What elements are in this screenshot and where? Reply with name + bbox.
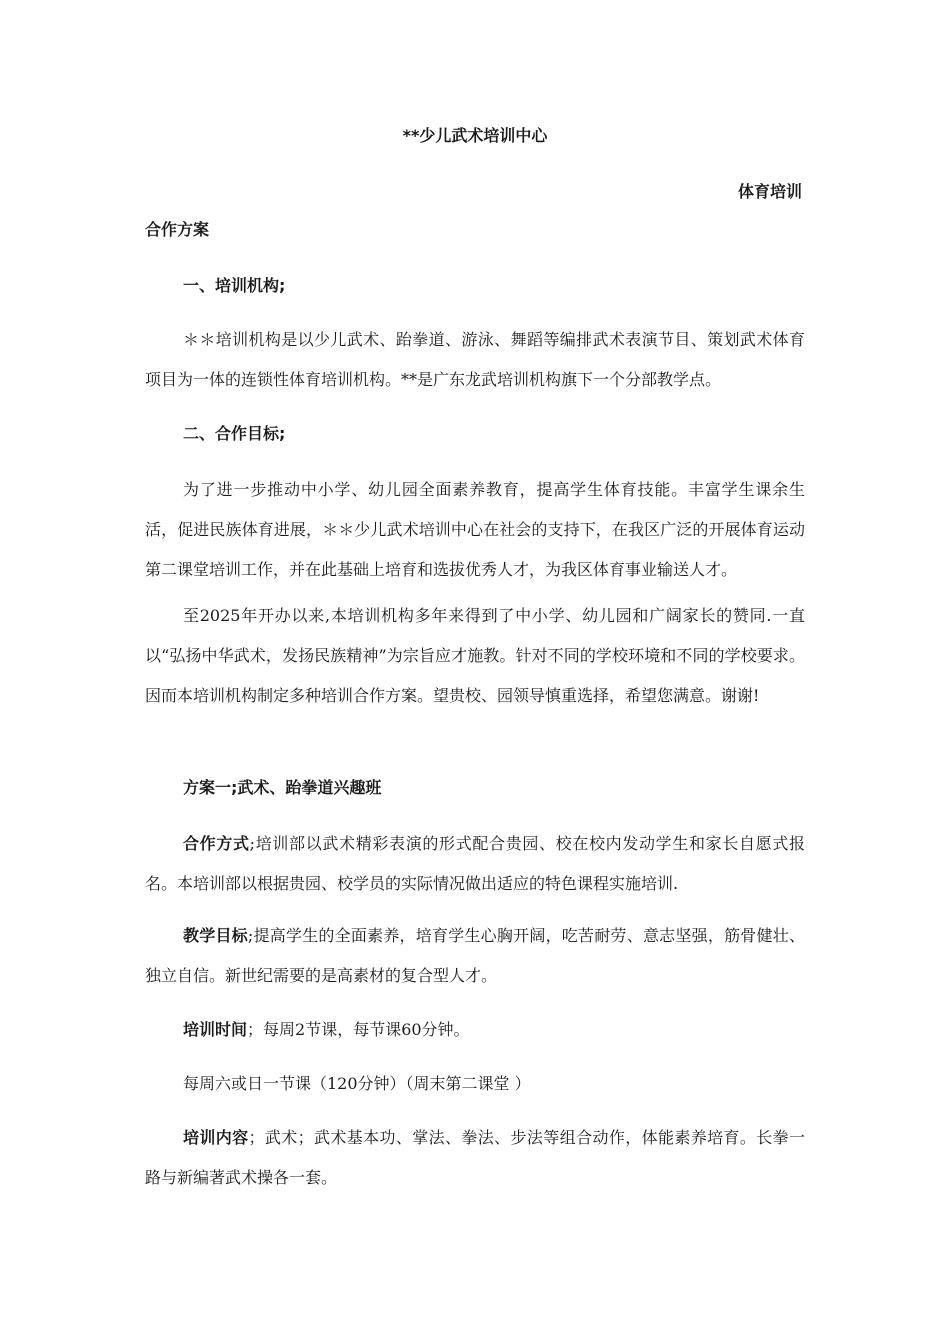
plan1-heading: 方案一;武术、跆拳道兴趣班 xyxy=(183,778,382,797)
plan1-time-extra: 每周六或日一节课（120分钟）（周末第二课堂 ） xyxy=(183,1074,531,1093)
plan1-goal-paragraph xyxy=(145,916,805,996)
plan1-goal-label: 教学目标 xyxy=(183,926,248,945)
document-title: **少儿武术培训中心 xyxy=(402,126,548,145)
section2-heading: 二、合作目标; xyxy=(183,424,286,443)
plan1-time-label: 培训时间 xyxy=(183,1020,248,1039)
section2-body1: 为了进一步推动中小学、幼儿园全面素养教育，提高学生体育技能。丰富学生课余生活，促进民族体育进展，＊＊少儿武术培训中心在社会的支持下，在我区广泛的开展体育运动第二课堂培训工作，并在此基础上培育和选拔优秀人才，为我区体育事业输送人才。 xyxy=(145,480,805,579)
plan1-content-label: 培训内容 xyxy=(183,1128,249,1147)
plan1-mode-label: 合作方式 xyxy=(183,834,250,853)
plan1-content-text: ；武术；武术基本功、掌法、拳法、步法等组合动作，体能素养培育。长拳一路与新编著武术操各一套。 xyxy=(145,1128,805,1187)
plan1-mode-text: ;培训部以武术精彩表演的形式配合贵园、校在校内发动学生和家长自愿式报名。本培训部以根据贵园、校学员的实际情况做出适应的特色课程实施培训. xyxy=(145,834,805,893)
plan1-goal-text: ;提高学生的全面素养，培育学生心胸开阔，吃苦耐劳、意志坚强，筋骨健壮、独立自信。新世纪需要的是高素材的复合型人才。 xyxy=(145,926,805,985)
section2-body2: 至2025年开办以来,本培训机构多年来得到了中小学、幼儿园和广阔家长的赞同.一直以“弘扬中华武术，发扬民族精神”为宗旨应才施教。针对不同的学校环境和不同的学校要求。因而本培训机构制定多种培训合作方案。望贵校、园领导慎重选择，希望您满意。谢谢! xyxy=(145,606,805,705)
plan1-time-text: ；每周2节课，每节课60分钟。 xyxy=(247,1020,470,1039)
plan1-time-paragraph xyxy=(183,1020,470,1040)
subtitle-left: 合作方案 xyxy=(145,220,210,239)
plan1-content-paragraph xyxy=(145,1118,805,1198)
subtitle-right: 体育培训 xyxy=(737,182,802,201)
section1-body: ＊＊培训机构是以少儿武术、跆拳道、游泳、舞蹈等编排武术表演节目、策划武术体育项目为一体的连锁性体育培训机构。**是广东龙武培训机构旗下一个分部教学点。 xyxy=(145,330,805,389)
plan1-mode-paragraph xyxy=(145,824,805,904)
section1-heading: 一、培训机构; xyxy=(183,276,286,295)
